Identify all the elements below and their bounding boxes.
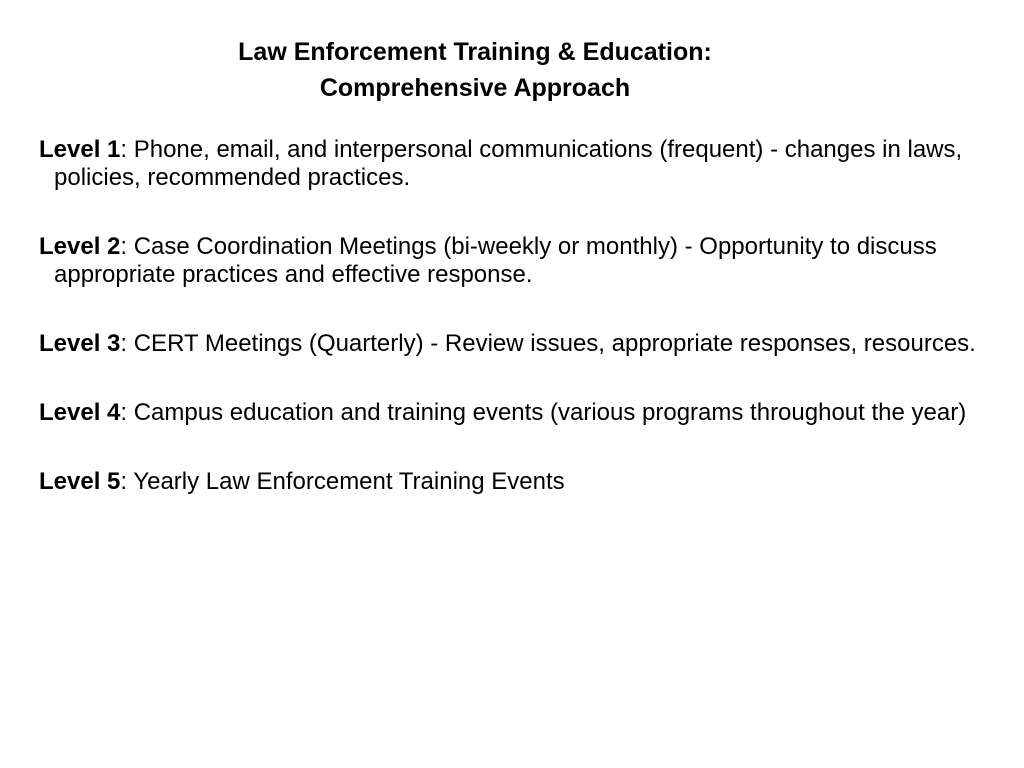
level-label: Level 2 — [39, 233, 121, 260]
slide-title — [0, 34, 950, 106]
level-description: : Phone, email, and interpersonal communications (frequent) - changes in laws, policies, recommended practices. — [54, 136, 963, 191]
level-label: Level 5 — [39, 468, 121, 495]
level-item-5 — [39, 468, 999, 496]
level-label: Level 3 — [39, 330, 121, 357]
level-label: Level 1 — [39, 136, 121, 163]
level-item-2 — [39, 233, 999, 289]
level-item-3 — [39, 330, 999, 358]
level-label: Level 4 — [39, 399, 121, 426]
title-line-1: Law Enforcement Training & Education: — [238, 38, 712, 66]
title-line-2: Comprehensive Approach — [319, 74, 631, 102]
level-item-4 — [39, 399, 999, 427]
level-description: : Yearly Law Enforcement Training Events — [120, 468, 565, 495]
level-description: : Campus education and training events (various programs throughout the year) — [120, 399, 967, 426]
level-description: : Case Coordination Meetings (bi-weekly or monthly) - Opportunity to discuss appropriate practices and effective response. — [54, 233, 937, 288]
level-item-1 — [39, 136, 999, 192]
levels-list — [39, 136, 999, 537]
level-description: : CERT Meetings (Quarterly) - Review issues, appropriate responses, resources. — [120, 330, 976, 357]
